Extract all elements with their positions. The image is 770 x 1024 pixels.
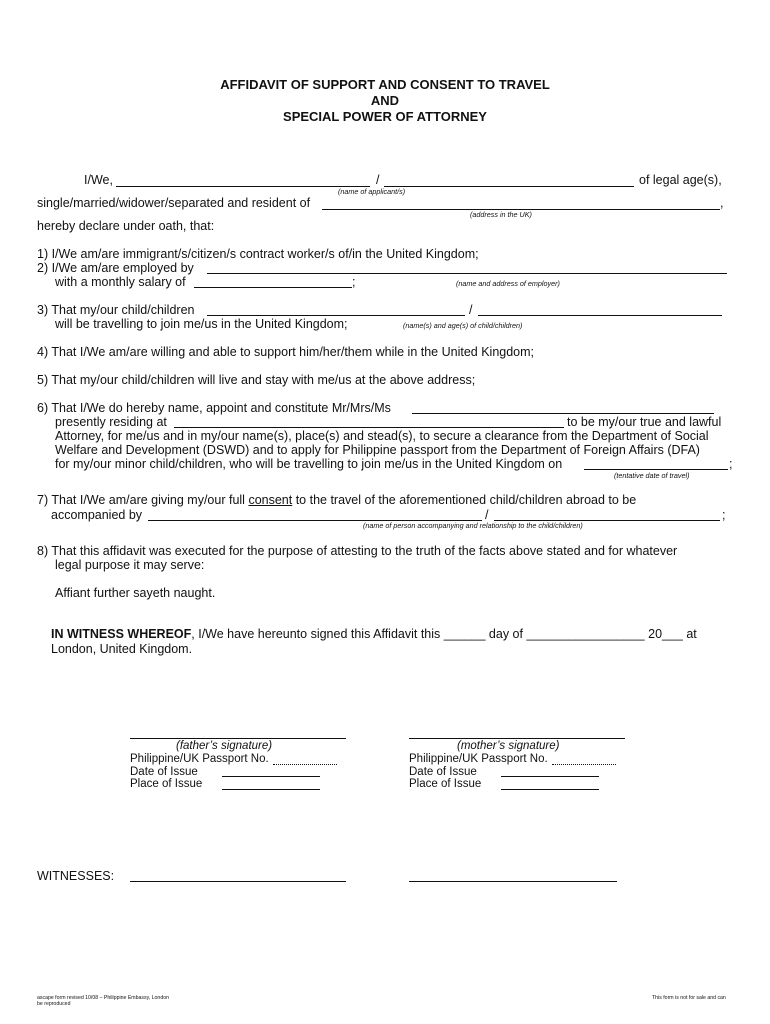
travel-semicolon: ; [729,457,733,471]
residing-label: presently residing at [55,415,167,429]
item-8-text: 8) That this affidavit was executed for the purpose of attesting to the truth of the facts above stated and for whatever [37,544,678,558]
witness-2-field[interactable] [409,881,617,882]
item-1-text: 1) I/We am/are immigrant/s/citizen/s contract worker/s of/in the United Kingdom; [37,247,479,261]
father-place-field[interactable] [222,789,320,790]
father-signature-field[interactable] [130,738,346,739]
name-slash: / [376,173,380,187]
footer-left-line-1: ascape form revised 10/08 – Philippine Embassy, London [37,995,169,1001]
witness-bold: IN WITNESS WHEREOF [51,627,192,641]
witnesses-label: WITNESSES: [37,869,115,883]
iwe-label: I/We, [84,173,113,187]
item-5-text: 5) That my/our child/children will live and stay with me/us at the above address; [37,373,476,387]
item-6-line-4: Welfare and Development (DSWD) and to apply for Philippine passport from the Department of Foreign Affairs (DFA) [55,443,700,457]
item-7-pre: 7) That I/We am/are giving my/our full [37,493,245,507]
consent-word: consent [248,493,293,507]
travel-date-field[interactable] [584,469,728,470]
father-date-label: Date of Issue [130,766,198,778]
true-lawful-text: to be my/our true and lawful [567,415,722,429]
companion-semicolon: ; [722,508,726,522]
applicant-name-field-2[interactable] [384,186,634,187]
accompany-caption: (name of person accompanying and relationship to the child/children) [363,521,583,530]
mother-place-label: Place of Issue [409,778,482,790]
mother-date-label: Date of Issue [409,766,477,778]
item-6-text: 6) That I/We do hereby name, appoint and constitute Mr/Mrs/Ms [37,401,391,415]
document-title-line1: AFFIDAVIT OF SUPPORT AND CONSENT TO TRAVEL [220,77,550,92]
item-7-post: to the travel of the aforementioned child/children abroad to be [295,493,637,507]
mother-passport-label: Philippine/UK Passport No. [409,753,548,765]
status-label: single/married/widower/separated and resident of [37,196,311,210]
item-2-text: 2) I/We am/are employed by [37,261,194,275]
address-comma: , [720,196,724,210]
document-title-line3: SPECIAL POWER OF ATTORNEY [283,109,487,124]
name-caption: (name of applicant/s) [338,187,406,196]
mother-passport-field[interactable] [552,764,616,765]
item-4-text: 4) That I/We am/are willing and able to support him/her/them while in the United Kingdom; [37,345,535,359]
mother-signature-caption: (mother’s signature) [457,740,560,752]
footer-left-line-2: be reproduced [37,1001,71,1007]
item-6-line-3: Attorney, for me/us and in my/our name(s), place(s) and stead(s), to secure a clearance from the Department of Social [55,429,709,443]
address-caption: (address in the UK) [470,210,532,219]
salary-field[interactable] [194,287,352,288]
item-6-line-5: for my/our minor child/children, who will be travelling to join me/us in the United Kingdom on [55,457,563,471]
applicant-name-field-1[interactable] [116,186,370,187]
child-name-field-2[interactable] [478,315,722,316]
document-title-line2: AND [370,93,400,108]
travel-caption: (tentative date of travel) [614,471,690,480]
child-name-field-1[interactable] [207,315,465,316]
father-passport-label: Philippine/UK Passport No. [130,753,269,765]
companion-slash: / [485,508,489,522]
witness-clause [51,627,697,641]
item-8-line-2: legal purpose it may serve: [55,558,205,572]
legal-age-label: of legal age(s), [639,173,722,187]
child-slash: / [469,303,473,317]
item-7-text [37,493,636,507]
mother-place-field[interactable] [501,789,599,790]
salary-semicolon: ; [352,275,356,289]
attorney-name-field[interactable] [412,413,714,414]
father-signature-caption: (father’s signature) [176,740,273,752]
witness-line-1: , I/We have hereunto signed this Affidavit this ______ day of _________________ 20___ at [191,627,697,641]
item-3-text: 3) That my/our child/children [37,303,195,317]
accompanied-label: accompanied by [51,508,143,522]
father-date-field[interactable] [222,776,320,777]
children-caption: (name(s) and age(s) of child/children) [403,321,523,330]
attorney-address-field[interactable] [174,427,564,428]
mother-date-field[interactable] [501,776,599,777]
mother-signature-field[interactable] [409,738,625,739]
declare-text: hereby declare under oath, that: [37,219,215,233]
witness-line-2: London, United Kingdom. [51,642,193,656]
employer-caption: (name and address of employer) [456,279,560,288]
father-passport-field[interactable] [273,764,337,765]
employer-field[interactable] [207,273,727,274]
father-place-label: Place of Issue [130,778,203,790]
item-3b-text: will be travelling to join me/us in the United Kingdom; [55,317,348,331]
footer-right: This form is not for sale and can [652,995,726,1001]
affiant-text: Affiant further sayeth naught. [55,586,216,600]
salary-label: with a monthly salary of [55,275,186,289]
witness-1-field[interactable] [130,881,346,882]
